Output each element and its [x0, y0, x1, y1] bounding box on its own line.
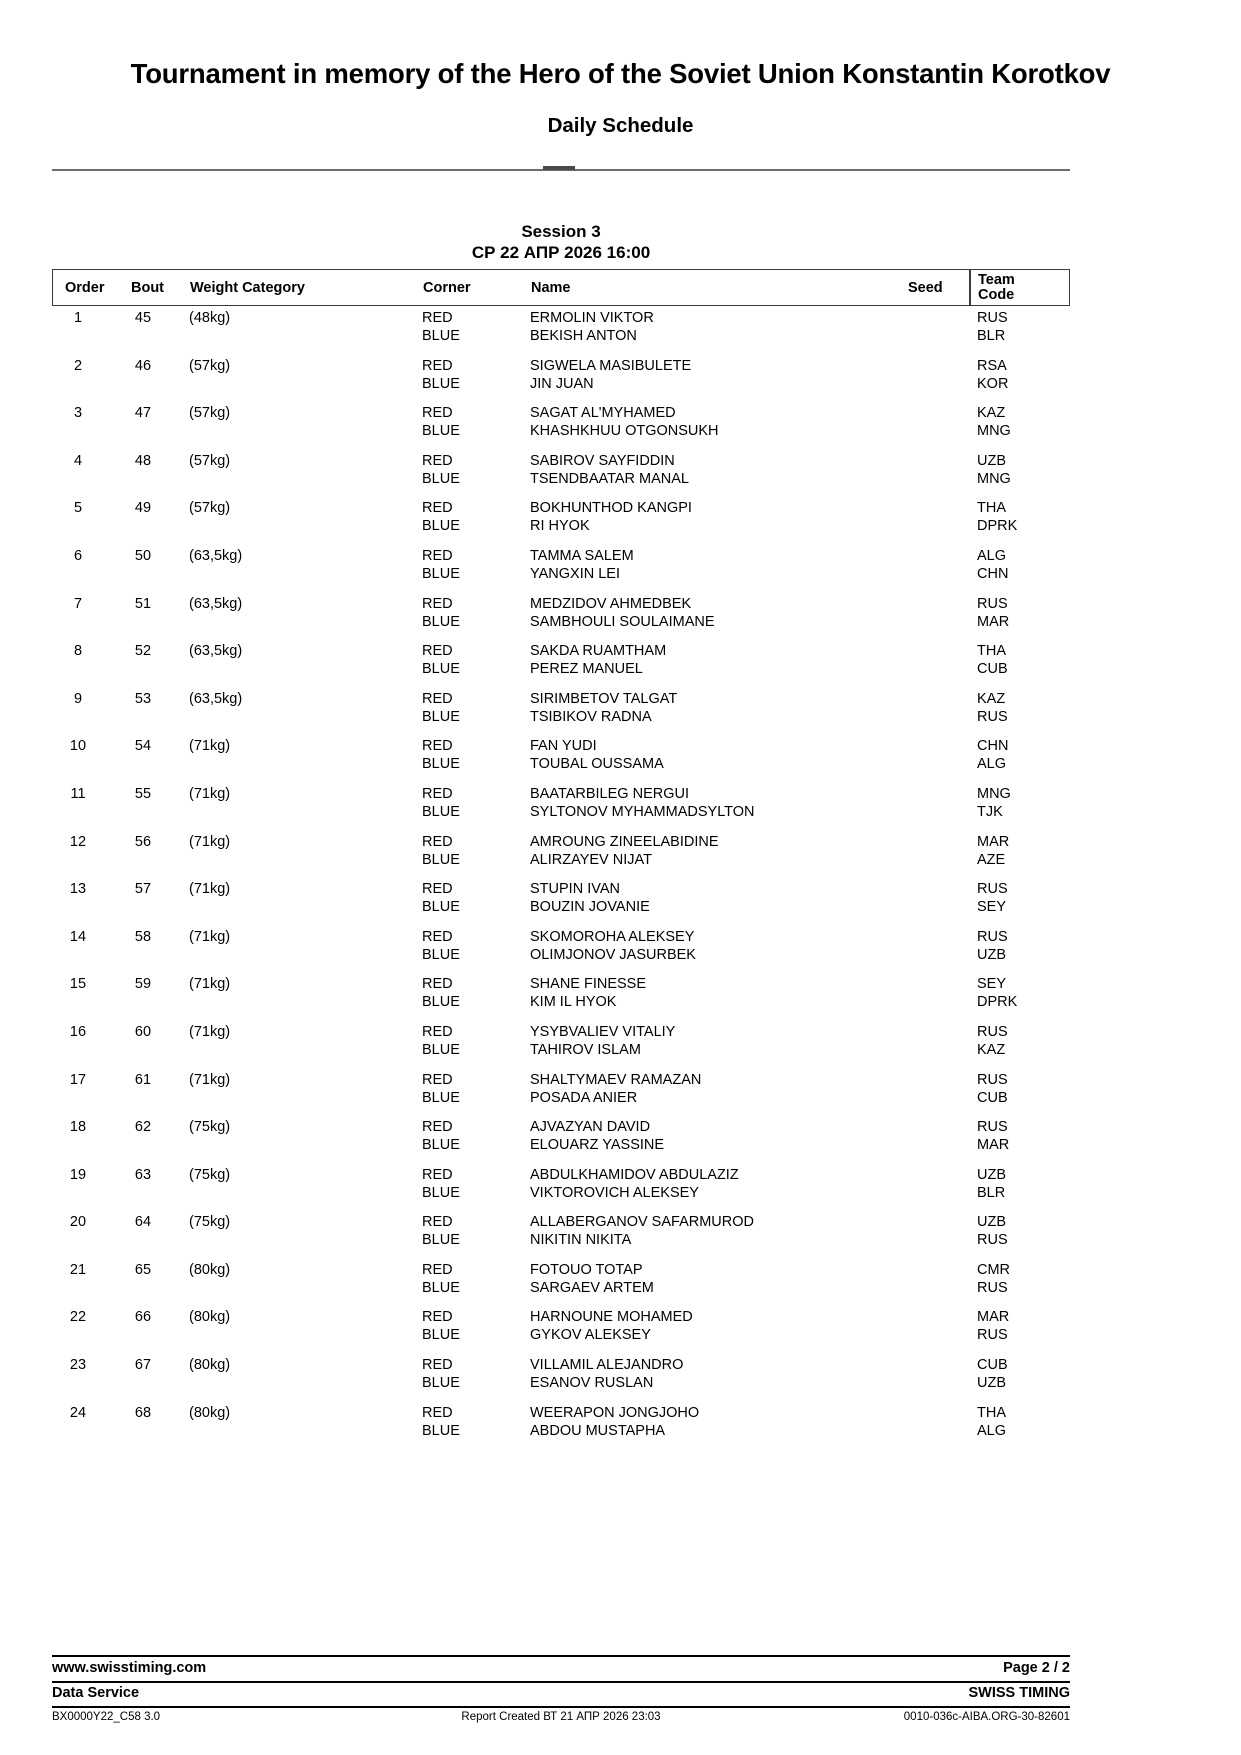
cell-name-blue: RI HYOK	[530, 518, 590, 535]
table-row	[52, 1210, 1070, 1258]
data-service-label: Data Service	[52, 1685, 140, 1701]
cell-weight-category: (63,5kg)	[189, 595, 243, 612]
cell-bout: 49	[134, 500, 152, 517]
cell-team-code-blue: RUS	[977, 1232, 1008, 1249]
cell-corner-blue: BLUE	[422, 756, 460, 773]
cell-team-code-red: ALG	[977, 547, 1007, 564]
cell-team-code-red: THA	[977, 500, 1006, 517]
cell-name-red: VILLAMIL ALEJANDRO	[530, 1357, 684, 1374]
cell-name-red: SIGWELA MASIBULETE	[530, 357, 692, 374]
table-row	[52, 306, 1070, 354]
table-row	[52, 1163, 1070, 1211]
cell-corner-red: RED	[422, 928, 453, 945]
table-row	[52, 1115, 1070, 1163]
cell-name-red: FOTOUO TOTAP	[530, 1261, 643, 1278]
cell-name-red: AJVAZYAN DAVID	[530, 1119, 651, 1136]
cell-weight-category: (48kg)	[189, 310, 231, 326]
cell-order: 4	[73, 452, 83, 469]
report-reference: 0010-036c-AIBA.ORG-30-82601	[903, 1711, 1070, 1723]
cell-team-code-blue: ALG	[977, 1422, 1007, 1439]
cell-team-code-red: MNG	[977, 785, 1011, 802]
cell-team-code-red: MAR	[977, 1309, 1010, 1326]
cell-weight-category: (71kg)	[189, 785, 231, 802]
cell-name-blue: JIN JUAN	[530, 375, 594, 392]
cell-weight-category: (63,5kg)	[189, 690, 243, 707]
cell-team-code-blue: MNG	[977, 470, 1011, 487]
cell-order: 10	[69, 738, 87, 755]
cell-bout: 45	[134, 310, 152, 326]
cell-team-code-blue: CHN	[977, 565, 1009, 582]
page-number: Page 2 / 2	[1003, 1660, 1070, 1676]
cell-name-blue: GYKOV ALEKSEY	[530, 1327, 651, 1344]
table-header-row	[52, 269, 1070, 306]
cell-team-code-blue: KOR	[977, 375, 1009, 392]
cell-name-blue: KHASHKHUU OTGONSUKH	[530, 423, 719, 440]
table-row	[52, 1353, 1070, 1401]
cell-corner-blue: BLUE	[422, 328, 460, 344]
column-header-seed: Seed	[908, 280, 943, 296]
column-header-team-code	[978, 273, 1015, 303]
cell-corner-blue: BLUE	[422, 1375, 460, 1392]
cell-weight-category: (75kg)	[189, 1214, 231, 1231]
cell-corner-blue: BLUE	[422, 1041, 460, 1058]
cell-name-red: FAN YUDI	[530, 738, 597, 755]
cell-team-code-red: MAR	[977, 833, 1010, 850]
cell-name-red: HARNOUNE MOHAMED	[530, 1309, 693, 1326]
cell-corner-blue: BLUE	[422, 994, 460, 1011]
cell-bout: 48	[134, 452, 152, 469]
cell-corner-blue: BLUE	[422, 423, 460, 440]
cell-name-blue: TSIBIKOV RADNA	[530, 708, 652, 725]
cell-team-code-red: UZB	[977, 1214, 1006, 1231]
cell-order: 22	[69, 1309, 87, 1326]
cell-team-code-red: RUS	[977, 881, 1008, 898]
cell-name-blue: TSENDBAATAR MANAL	[530, 470, 689, 487]
cell-order: 2	[73, 357, 83, 374]
cell-corner-red: RED	[422, 738, 453, 755]
cell-team-code-blue: MAR	[977, 613, 1010, 630]
cell-corner-red: RED	[422, 833, 453, 850]
cell-bout: 54	[134, 738, 152, 755]
cell-name-red: AMROUNG ZINEELABIDINE	[530, 833, 719, 850]
cell-team-code-blue: RUS	[977, 1279, 1008, 1296]
cell-corner-red: RED	[422, 1023, 453, 1040]
cell-order: 6	[73, 547, 83, 564]
cell-name-red: SHANE FINESSE	[530, 976, 647, 993]
cell-corner-red: RED	[422, 1119, 453, 1136]
cell-weight-category: (63,5kg)	[189, 547, 243, 564]
cell-corner-red: RED	[422, 1261, 453, 1278]
swisstiming-website-link[interactable]: www.swisstiming.com	[52, 1660, 207, 1676]
cell-name-red: MEDZIDOV AHMEDBEK	[530, 595, 692, 612]
cell-corner-blue: BLUE	[422, 1327, 460, 1344]
cell-bout: 59	[134, 976, 152, 993]
cell-order: 1	[73, 310, 83, 326]
cell-name-red: SKOMOROHA ALEKSEY	[530, 928, 695, 945]
cell-bout: 58	[134, 928, 152, 945]
cell-corner-red: RED	[422, 547, 453, 564]
cell-weight-category: (71kg)	[189, 881, 231, 898]
cell-name-blue: TAHIROV ISLAM	[530, 1041, 641, 1058]
cell-weight-category: (80kg)	[189, 1404, 231, 1421]
cell-name-blue: SAMBHOULI SOULAIMANE	[530, 613, 715, 630]
table-row	[52, 925, 1070, 973]
cell-team-code-red: KAZ	[977, 405, 1006, 422]
cell-name-blue: TOUBAL OUSSAMA	[530, 756, 664, 773]
cell-team-code-red: SEY	[977, 976, 1007, 993]
cell-team-code-blue: BLR	[977, 328, 1006, 344]
cell-bout: 62	[134, 1119, 152, 1136]
session-title: Session 3	[521, 222, 601, 241]
cell-bout: 67	[134, 1357, 152, 1374]
table-row	[52, 544, 1070, 592]
cell-bout: 56	[134, 833, 152, 850]
table-row	[52, 687, 1070, 735]
table-row	[52, 1401, 1070, 1449]
cell-name-red: ERMOLIN VIKTOR	[530, 310, 654, 326]
cell-corner-blue: BLUE	[422, 708, 460, 725]
cell-bout: 68	[134, 1404, 152, 1421]
cell-corner-red: RED	[422, 1357, 453, 1374]
cell-team-code-blue: UZB	[977, 946, 1006, 963]
cell-weight-category: (80kg)	[189, 1357, 231, 1374]
column-divider	[969, 270, 971, 305]
cell-order: 5	[73, 500, 83, 517]
cell-bout: 51	[134, 595, 152, 612]
table-row	[52, 1305, 1070, 1353]
cell-order: 16	[69, 1023, 87, 1040]
cell-corner-red: RED	[422, 643, 453, 660]
table-row	[52, 592, 1070, 640]
cell-order: 13	[69, 881, 87, 898]
cell-bout: 65	[134, 1261, 152, 1278]
cell-order: 11	[70, 785, 86, 802]
cell-corner-blue: BLUE	[422, 518, 460, 535]
cell-weight-category: (71kg)	[189, 1071, 231, 1088]
column-header-name: Name	[531, 280, 571, 296]
footer-divider-top	[52, 1655, 1070, 1657]
cell-name-blue: BOUZIN JOVANIE	[530, 899, 650, 916]
cell-corner-red: RED	[422, 1214, 453, 1231]
cell-team-code-red: RUS	[977, 310, 1008, 326]
cell-bout: 50	[134, 547, 152, 564]
cell-corner-red: RED	[422, 452, 453, 469]
table-row	[52, 449, 1070, 497]
cell-team-code-blue: AZE	[977, 851, 1006, 868]
cell-team-code-red: RUS	[977, 1071, 1008, 1088]
cell-name-red: SHALTYMAEV RAMAZAN	[530, 1071, 702, 1088]
cell-team-code-blue: DPRK	[977, 518, 1018, 535]
cell-name-red: ALLABERGANOV SAFARMUROD	[530, 1214, 754, 1231]
cell-order: 8	[73, 643, 83, 660]
cell-order: 24	[69, 1404, 87, 1421]
cell-weight-category: (80kg)	[189, 1309, 231, 1326]
cell-team-code-blue: SEY	[977, 899, 1007, 916]
cell-name-red: BAATARBILEG NERGUI	[530, 785, 689, 802]
footer-divider-bottom	[52, 1706, 1070, 1708]
cell-order: 20	[69, 1214, 87, 1231]
cell-corner-red: RED	[422, 690, 453, 707]
cell-team-code-blue: CUB	[977, 661, 1008, 678]
cell-corner-red: RED	[422, 405, 453, 422]
cell-corner-blue: BLUE	[422, 851, 460, 868]
cell-corner-red: RED	[422, 881, 453, 898]
table-row	[52, 1020, 1070, 1068]
cell-bout: 47	[134, 405, 152, 422]
column-header-weight-category: Weight Category	[190, 280, 305, 296]
column-header-corner: Corner	[423, 280, 471, 296]
footer-divider-middle	[52, 1681, 1070, 1683]
cell-name-blue: POSADA ANIER	[530, 1089, 638, 1106]
report-code: BX0000Y22_C58 3.0	[52, 1711, 161, 1723]
swiss-timing-brand: SWISS TIMING	[968, 1685, 1070, 1701]
table-row	[52, 972, 1070, 1020]
cell-corner-blue: BLUE	[422, 1137, 460, 1154]
cell-corner-red: RED	[422, 1309, 453, 1326]
cell-bout: 60	[134, 1023, 152, 1040]
cell-corner-red: RED	[422, 976, 453, 993]
cell-team-code-red: UZB	[977, 1166, 1006, 1183]
cell-name-blue: BEKISH ANTON	[530, 328, 637, 344]
session-datetime: СР 22 АПР 2026 16:00	[471, 243, 651, 262]
cell-weight-category: (71kg)	[189, 976, 231, 993]
cell-name-blue: YANGXIN LEI	[530, 565, 620, 582]
cell-order: 23	[69, 1357, 87, 1374]
cell-corner-blue: BLUE	[422, 1422, 460, 1439]
table-body	[52, 306, 1070, 1448]
cell-weight-category: (80kg)	[189, 1261, 231, 1278]
cell-weight-category: (75kg)	[189, 1119, 231, 1136]
cell-weight-category: (75kg)	[189, 1166, 231, 1183]
cell-team-code-red: CHN	[977, 738, 1009, 755]
cell-corner-red: RED	[422, 500, 453, 517]
cell-team-code-blue: MAR	[977, 1137, 1010, 1154]
cell-corner-red: RED	[422, 310, 453, 326]
cell-corner-blue: BLUE	[422, 946, 460, 963]
cell-name-blue: OLIMJONOV JASURBEK	[530, 946, 696, 963]
cell-corner-blue: BLUE	[422, 803, 460, 820]
cell-team-code-red: CUB	[977, 1357, 1008, 1374]
cell-team-code-blue: RUS	[977, 708, 1008, 725]
cell-order: 3	[73, 405, 83, 422]
cell-team-code-red: RUS	[977, 1023, 1008, 1040]
cell-name-blue: PEREZ MANUEL	[530, 661, 643, 678]
cell-name-blue: ESANOV RUSLAN	[530, 1375, 654, 1392]
table-row	[52, 1258, 1070, 1306]
cell-name-red: BOKHUNTHOD KANGPI	[530, 500, 692, 517]
cell-team-code-red: RSA	[977, 357, 1007, 374]
cell-order: 7	[73, 595, 83, 612]
cell-team-code-blue: RUS	[977, 1327, 1008, 1344]
cell-team-code-blue: CUB	[977, 1089, 1008, 1106]
column-header-team-line2: Code	[978, 287, 1015, 303]
cell-weight-category: (63,5kg)	[189, 643, 243, 660]
table-row	[52, 401, 1070, 449]
cell-weight-category: (71kg)	[189, 928, 231, 945]
table-row	[52, 496, 1070, 544]
cell-name-red: SAGAT AL'MYHAMED	[530, 405, 676, 422]
cell-order: 21	[69, 1261, 87, 1278]
cell-team-code-red: RUS	[977, 595, 1008, 612]
cell-team-code-red: KAZ	[977, 690, 1006, 707]
cell-bout: 55	[134, 785, 152, 802]
cell-corner-blue: BLUE	[422, 1232, 460, 1249]
cell-order: 17	[69, 1071, 87, 1088]
cell-corner-blue: BLUE	[422, 470, 460, 487]
table-row	[52, 1068, 1070, 1116]
cell-corner-blue: BLUE	[422, 1184, 460, 1201]
cell-team-code-blue: DPRK	[977, 994, 1018, 1011]
cell-corner-red: RED	[422, 1071, 453, 1088]
cell-corner-blue: BLUE	[422, 375, 460, 392]
page-subtitle: Daily Schedule	[547, 114, 694, 137]
table-row	[52, 877, 1070, 925]
cell-corner-red: RED	[422, 1404, 453, 1421]
cell-weight-category: (57kg)	[189, 500, 231, 517]
cell-corner-red: RED	[422, 357, 453, 374]
cell-name-red: TAMMA SALEM	[530, 547, 634, 564]
cell-corner-blue: BLUE	[422, 661, 460, 678]
cell-name-blue: ALIRZAYEV NIJAT	[530, 851, 652, 868]
report-created-timestamp: Report Created ВТ 21 АПР 2026 23:03	[461, 1711, 661, 1723]
cell-corner-blue: BLUE	[422, 1279, 460, 1296]
cell-name-blue: NIKITIN NIKITA	[530, 1232, 632, 1249]
cell-weight-category: (71kg)	[189, 1023, 231, 1040]
cell-corner-red: RED	[422, 595, 453, 612]
cell-name-red: WEERAPON JONGJOHO	[530, 1404, 700, 1421]
cell-name-red: YSYBVALIEV VITALIY	[530, 1023, 676, 1040]
table-row	[52, 639, 1070, 687]
cell-name-blue: ELOUARZ YASSINE	[530, 1137, 665, 1154]
column-header-bout: Bout	[131, 280, 165, 296]
cell-corner-blue: BLUE	[422, 565, 460, 582]
cell-bout: 63	[134, 1166, 152, 1183]
cell-name-red: ABDULKHAMIDOV ABDULAZIZ	[530, 1166, 739, 1183]
cell-corner-blue: BLUE	[422, 613, 460, 630]
cell-name-blue: VIKTOROVICH ALEKSEY	[530, 1184, 699, 1201]
cell-team-code-blue: BLR	[977, 1184, 1006, 1201]
page-title: Tournament in memory of the Hero of the Soviet Union Konstantin Korotkov	[130, 58, 1111, 89]
table-row	[52, 734, 1070, 782]
cell-name-blue: KIM IL HYOK	[530, 994, 617, 1011]
cell-team-code-red: THA	[977, 643, 1006, 660]
cell-weight-category: (57kg)	[189, 405, 231, 422]
cell-team-code-blue: ALG	[977, 756, 1007, 773]
cell-order: 9	[73, 690, 83, 707]
cell-corner-red: RED	[422, 1166, 453, 1183]
cell-corner-red: RED	[422, 785, 453, 802]
cell-corner-blue: BLUE	[422, 1089, 460, 1106]
cell-name-red: STUPIN IVAN	[530, 881, 620, 898]
cell-team-code-blue: UZB	[977, 1375, 1006, 1392]
cell-order: 18	[69, 1119, 87, 1136]
cell-team-code-red: RUS	[977, 1119, 1008, 1136]
cell-team-code-blue: KAZ	[977, 1041, 1006, 1058]
cell-team-code-red: RUS	[977, 928, 1008, 945]
table-row	[52, 354, 1070, 402]
cell-order: 19	[69, 1166, 87, 1183]
bouts-table	[52, 269, 1070, 1448]
column-header-team-line1: Team	[978, 272, 1015, 288]
cell-name-blue: ABDOU MUSTAPHA	[530, 1422, 666, 1439]
cell-team-code-red: CMR	[977, 1261, 1011, 1278]
cell-order: 14	[69, 928, 87, 945]
cell-team-code-red: UZB	[977, 452, 1006, 469]
cell-bout: 52	[134, 643, 152, 660]
cell-name-blue: SYLTONOV MYHAMMADSYLTON	[530, 803, 755, 820]
cell-order: 15	[69, 976, 87, 993]
cell-name-blue: SARGAEV ARTEM	[530, 1279, 654, 1296]
cell-order: 12	[69, 833, 87, 850]
cell-bout: 66	[134, 1309, 152, 1326]
cell-name-red: SIRIMBETOV TALGAT	[530, 690, 678, 707]
cell-corner-blue: BLUE	[422, 899, 460, 916]
cell-weight-category: (57kg)	[189, 452, 231, 469]
cell-weight-category: (71kg)	[189, 833, 231, 850]
column-header-order: Order	[65, 280, 105, 296]
cell-name-red: SAKDA RUAMTHAM	[530, 643, 667, 660]
cell-weight-category: (71kg)	[189, 738, 231, 755]
cell-bout: 61	[134, 1071, 152, 1088]
table-row	[52, 782, 1070, 830]
header-divider-tick	[543, 166, 575, 170]
cell-bout: 57	[134, 881, 152, 898]
cell-weight-category: (57kg)	[189, 357, 231, 374]
table-row	[52, 830, 1070, 878]
cell-bout: 46	[134, 357, 152, 374]
cell-name-red: SABIROV SAYFIDDIN	[530, 452, 675, 469]
cell-bout: 53	[134, 690, 152, 707]
cell-team-code-blue: MNG	[977, 423, 1011, 440]
cell-bout: 64	[134, 1214, 152, 1231]
cell-team-code-red: THA	[977, 1404, 1006, 1421]
cell-team-code-blue: TJK	[977, 803, 1003, 820]
